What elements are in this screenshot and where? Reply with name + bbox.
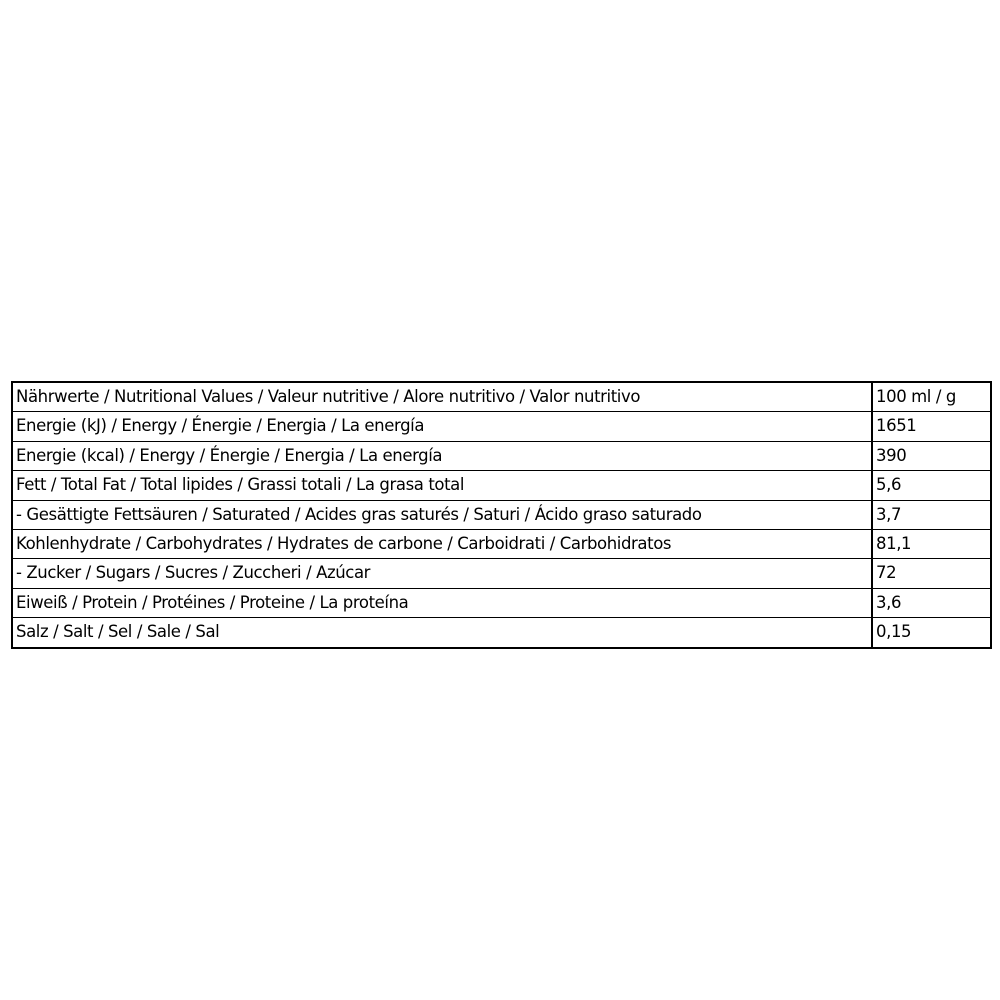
table-row	[12, 529, 991, 558]
row-value-cell: 81,1	[872, 529, 991, 558]
row-value-cell: 5,6	[872, 471, 991, 500]
table-header-row	[12, 382, 991, 412]
row-value-cell: 3,6	[872, 588, 991, 617]
row-label-cell: Eiweiß / Protein / Protéines / Proteine / La proteína	[12, 588, 872, 617]
table-row	[12, 471, 991, 500]
row-value-cell: 1651	[872, 412, 991, 441]
row-value-cell: 390	[872, 441, 991, 470]
table-row	[12, 588, 991, 617]
table-row	[12, 412, 991, 441]
row-label-cell: - Zucker / Sugars / Sucres / Zuccheri / Azúcar	[12, 559, 872, 588]
row-label-cell: Salz / Salt / Sel / Sale / Sal	[12, 618, 872, 648]
row-label-cell: - Gesättigte Fettsäuren / Saturated / Acides gras saturés / Saturi / Ácido graso saturado	[12, 500, 872, 529]
row-label-cell: Kohlenhydrate / Carbohydrates / Hydrates de carbone / Carboidrati / Carbohidratos	[12, 529, 872, 558]
row-value-cell: 3,7	[872, 500, 991, 529]
row-label-cell: Energie (kJ) / Energy / Énergie / Energia / La energía	[12, 412, 872, 441]
table-row	[12, 441, 991, 470]
table-row	[12, 500, 991, 529]
row-label-cell: Energie (kcal) / Energy / Énergie / Energia / La energía	[12, 441, 872, 470]
row-value-cell: 0,15	[872, 618, 991, 648]
row-label-cell: Fett / Total Fat / Total lipides / Grassi totali / La grasa total	[12, 471, 872, 500]
table-row	[12, 618, 991, 648]
table-row	[12, 559, 991, 588]
nutrition-table	[11, 381, 992, 649]
header-label-cell: Nährwerte / Nutritional Values / Valeur nutritive / Alore nutritivo / Valor nutritivo	[12, 382, 872, 412]
row-value-cell: 72	[872, 559, 991, 588]
header-value-cell: 100 ml / g	[872, 382, 991, 412]
